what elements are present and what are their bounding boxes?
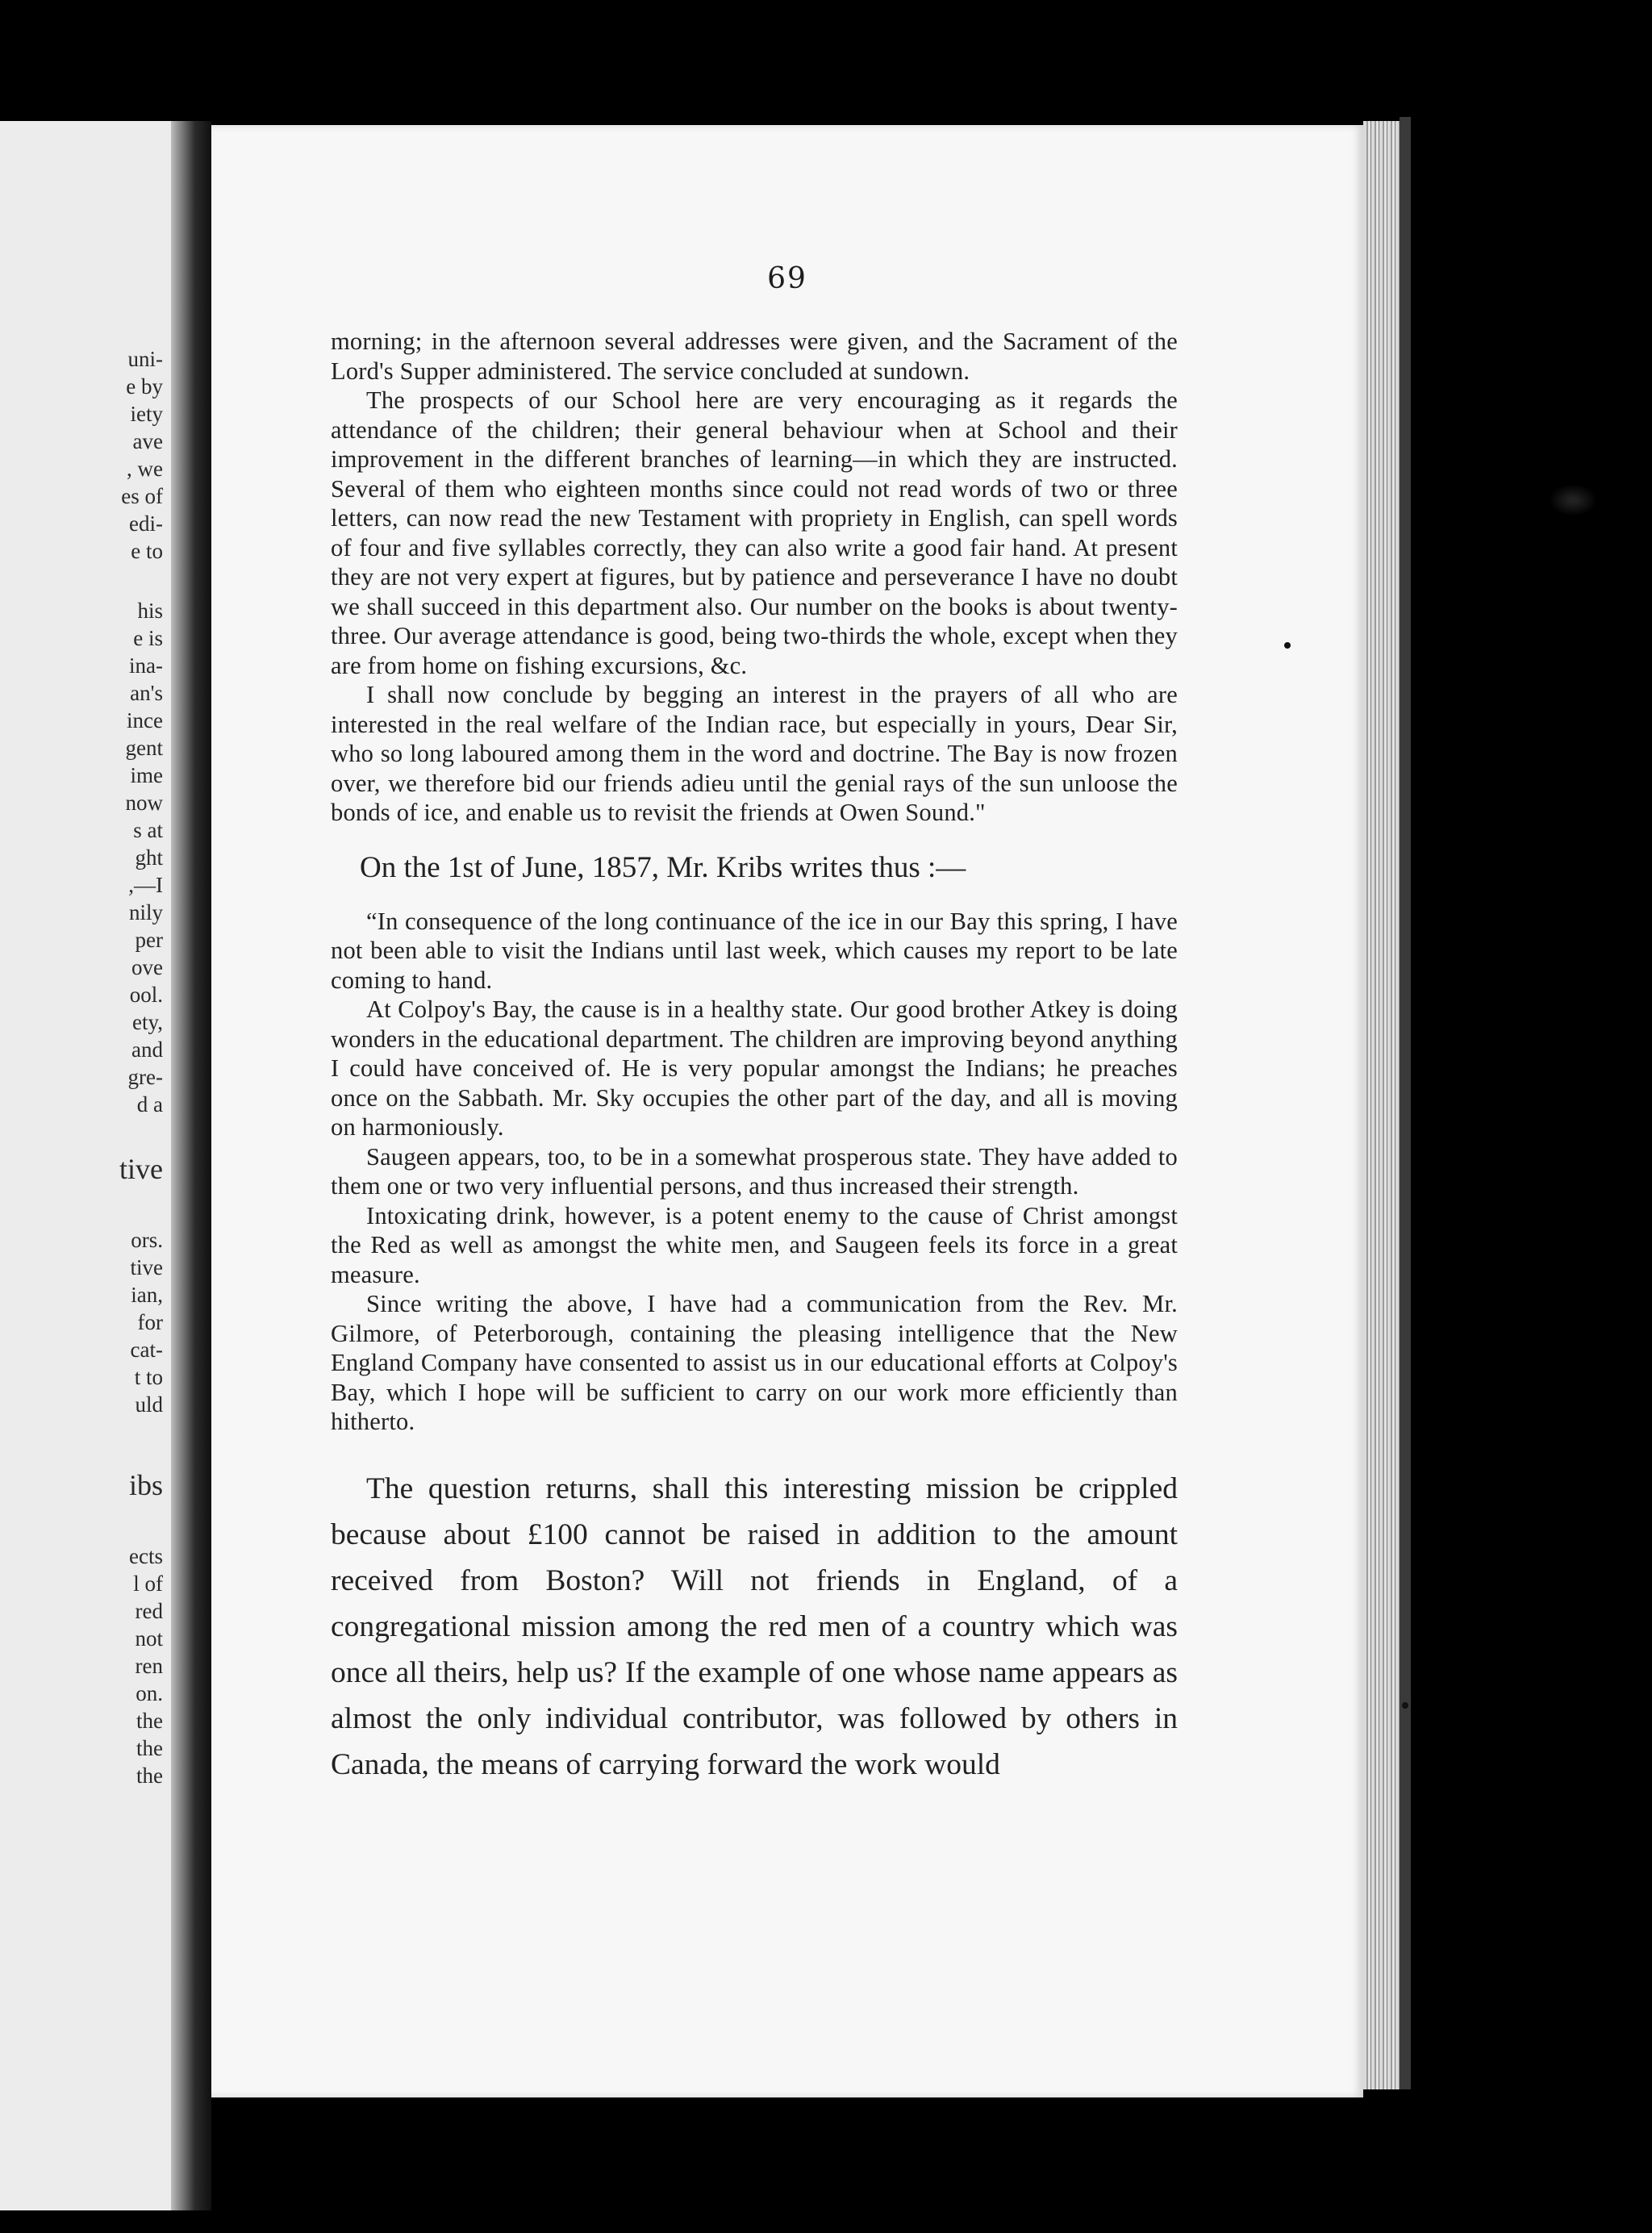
page: [211, 125, 1363, 2097]
facing-page-fragment: now: [125, 791, 163, 815]
facing-page-fragment: the: [136, 1763, 163, 1788]
facing-page-fragment: the: [136, 1736, 163, 1760]
scan-dot: [1402, 1702, 1408, 1709]
facing-page-fragment: iety: [130, 402, 163, 426]
paragraph: Since writing the above, I have had a communication from the Rev. Mr. Gilmore, of Peterborough, containing the pleasing intelligence that the New England Company have consented to assist us in our educational efforts at Colpoy's Bay, which I hope will be sufficient to carry on our work more efficiently than hitherto.: [331, 1290, 1178, 1435]
facing-page-fragment: , we: [127, 457, 163, 481]
left-page: [0, 121, 171, 2210]
paragraph: The prospects of our School here are very encouraging as it regards the attendance of the children; their general behaviour when at School and their improvement in the different branches of learning—in which they are instructed. Several of them who eighteen months since could not read words of two or three letters, can now read the new Testament with propriety in English, can spell words of four and five syllables correctly, they can also write a good fair hand. At present they are not very expert at figures, but by patience and perseverance I have no doubt we shall succeed in this department also. Our number on the books is about twenty-three. Our average attendance is good, being two-thirds the whole, except when they are from home on fishing excursions, &c.: [331, 386, 1178, 679]
facing-page-fragment: ght: [135, 845, 163, 870]
facing-page-fragment: ool.: [129, 983, 163, 1007]
page-edges: [1363, 121, 1400, 2089]
facing-page-fragment: ren: [135, 1654, 163, 1678]
facing-page-fragment: an's: [130, 681, 163, 705]
paragraph: At Colpoy's Bay, the cause is in a healthy state. Our good brother Atkey is doing wonders in the educational department. The children are improving beyond anything I could have conceived of. He is very popular amongst the Indians; he preaches once on the Sabbath. Mr. Sky occupies the other part of the day, and all is moving on harmoniously.: [331, 995, 1178, 1141]
facing-page-fragment: e to: [131, 539, 163, 563]
facing-page-fragment: tive: [130, 1255, 163, 1279]
facing-page-fragment: ety,: [132, 1010, 163, 1034]
letter-part-1: [331, 327, 1178, 828]
facing-page-fragment: tive: [119, 1153, 163, 1185]
facing-page-fragment: red: [135, 1599, 163, 1623]
paragraph: Intoxicating drink, however, is a potent enemy to the cause of Christ amongst the Red as well as amongst the white men, and Saugeen feels its force in a great measure.: [331, 1201, 1178, 1288]
paragraph: Saugeen appears, too, to be in a somewhat prosperous state. They have added to them one or two very influential persons, and thus increased their strength.: [331, 1142, 1178, 1200]
facing-page-fragment: uni-: [127, 347, 163, 371]
closing-paragraph: The question returns, shall this interesting mission be crippled because about £100 cannot be raised in addition to the amount received from Boston? Will not friends in England, of a congregational mission among the red men of a country which was once all theirs, help us? If the example of one whose name appears as almost the only individual contributor, was followed by others in Canada, the means of carrying forward the work would: [331, 1471, 1178, 1781]
facing-page-fragment: es of: [121, 484, 163, 508]
facing-page-fragment: ina-: [129, 653, 163, 678]
facing-page-fragment: ibs: [128, 1469, 163, 1501]
facing-page-fragment: l of: [133, 1571, 163, 1596]
page-number: 69: [767, 262, 807, 295]
book-spine: [1400, 117, 1411, 2089]
facing-page-fragment: on.: [136, 1681, 163, 1705]
facing-page-fragment: the: [136, 1709, 163, 1733]
facing-page-fragment: not: [135, 1626, 163, 1651]
paragraph: I shall now conclude by begging an interest in the prayers of all who are interested in the real welfare of the Indian race, but especially in yours, Dear Sir, who so long laboured among them in the word and doctrine. The Bay is now frozen over, we therefore bid our friends adieu until the genial rays of the sun unloose the bonds of ice, and enable us to revisit the friends at Owen Sound.": [331, 681, 1178, 826]
facing-page-fragment: cat-: [130, 1338, 163, 1362]
facing-page-fragment: and: [131, 1037, 163, 1062]
letter-part-2: [331, 907, 1178, 1437]
facing-page-fragment: ave: [132, 429, 163, 453]
paragraph: “In consequence of the long continuance of the ice in our Bay this spring, I have not been able to visit the Indians until last week, which causes my report to be late coming to hand.: [331, 907, 1178, 994]
paragraph: morning; in the afternoon several addresses were given, and the Sacrament of the Lord's Supper administered. The service concluded at sundown.: [331, 328, 1178, 385]
facing-page-fragment: e is: [133, 626, 163, 650]
scan-dot: [1284, 642, 1291, 649]
facing-page-fragment: edi-: [129, 511, 163, 536]
book-gutter: [171, 121, 211, 2210]
intro-line: On the 1st of June, 1857, Mr. Kribs writes thus :—: [360, 850, 966, 884]
facing-page-fragment: gre-: [127, 1065, 163, 1089]
facing-page-fragment: e by: [126, 374, 163, 399]
facing-page-fragment: gent: [125, 736, 163, 760]
facing-page-fragment: for: [137, 1310, 163, 1334]
facing-page-fragment: s at: [133, 818, 163, 842]
facing-page-fragment: d a: [136, 1092, 163, 1116]
facing-page-fragment: ects: [129, 1544, 163, 1568]
facing-page-fragment: ,—I: [128, 873, 163, 897]
facing-page-fragment: per: [135, 928, 163, 952]
facing-page-fragment: ince: [127, 708, 163, 733]
facing-page-fragment: uld: [135, 1392, 163, 1417]
page-body: [331, 327, 1178, 1788]
facing-page-fragment: his: [137, 599, 163, 623]
facing-page-fragment: ors.: [131, 1228, 163, 1252]
facing-page-fragment: ime: [130, 763, 163, 787]
facing-page-fragment: t to: [134, 1365, 163, 1389]
facing-page-fragment: nily: [128, 900, 163, 925]
facing-page-fragment: ian,: [131, 1283, 163, 1307]
scan-stain: [1549, 484, 1597, 516]
facing-page-fragment: ove: [131, 955, 163, 979]
